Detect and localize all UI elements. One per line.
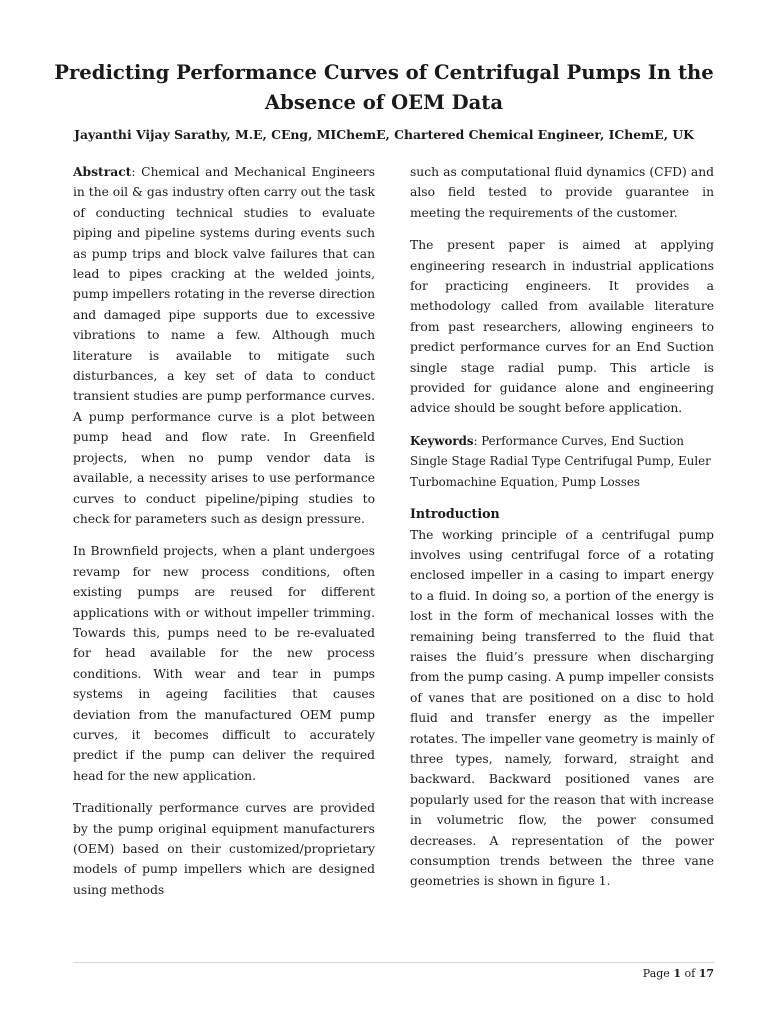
abstract-paragraph <box>73 162 375 529</box>
keywords-paragraph <box>410 431 714 492</box>
keywords-label: Keywords <box>410 433 474 448</box>
brownfield-paragraph: In Brownfield projects, when a plant undergoes revamp for new process conditions, often existing pumps are reused for different applications with or without impeller trimming. Towards this, pumps need to be re-evaluated for head available for the new process conditions. With wear and tear in pumps systems in ageing facilities that causes deviation from the manufactured OEM pump curves, it becomes difficult to accurately predict if the pump can deliver the required head for the new application. <box>73 544 375 783</box>
footer-divider <box>73 962 714 963</box>
page-number: 1 <box>673 967 681 980</box>
abstract-text: : Chemical and Mechanical Engineers in the oil & gas industry often carry out the task of conducting technical studies to evaluate piping and pipeline systems during events such as pump trips and block valve failures that can lead to pipes cracking at the welded joints, pump impellers rotating in the reverse direction and damaged pipe supports due to excessive vibrations to name a few. Although much literature is available to mitigate such disturbances, a key set of data to conduct transient studies are pump performance curves. A pump performance curve is a plot between pump head and flow rate. In Greenfield projects, when no pump vendor data is available, a necessity arises to use performance curves to conduct pipeline/piping studies to check for parameters such as design pressure. <box>73 165 375 526</box>
introduction-heading: Introduction <box>410 506 500 522</box>
keywords-text: : Performance Curves, End Suction Single Stage Radial Type Centrifugal Pump, Euler Turbomachine Equation, Pump Losses <box>410 433 711 489</box>
page-title: Predicting Performance Curves of Centrifugal Pumps In the Absence of OEM Data <box>54 61 714 114</box>
right-column <box>410 162 714 892</box>
cfd-paragraph: such as computational fluid dynamics (CFD) and also field tested to provide guarantee in meeting the requirements of the customer. <box>410 165 714 220</box>
total-pages: 17 <box>698 967 714 980</box>
aim-paragraph: The present paper is aimed at applying engineering research in industrial applications for practicing engineers. It provides a methodology called from available literature from past researchers, allowing engineers to predict performance curves for an End Suction single stage radial pump. This article is provided for guidance alone and engineering advice should be sought before application. <box>410 238 714 416</box>
abstract-label: Abstract <box>73 164 132 179</box>
left-column <box>73 162 375 900</box>
oem-paragraph: Traditionally performance curves are provided by the pump original equipment manufacturers (OEM) based on their customized/proprietary models of pump impellers which are designed using methods <box>73 801 375 897</box>
author-line: Jayanthi Vijay Sarathy, M.E, CEng, MIChemE, Chartered Chemical Engineer, IChemE, UK <box>74 127 694 142</box>
of-word: of <box>684 967 696 980</box>
introduction-paragraph: The working principle of a centrifugal pump involves using centrifugal force of a rotating enclosed impeller in a casing to impart energy to a fluid. In doing so, a portion of the energy is lost in the form of mechanical losses with the remaining being transferred to the fluid that raises the fluid’s pressure when discharging from the pump casing. A pump impeller consists of vanes that are positioned on a disc to hold fluid and transfer energy as the impeller rotates. The impeller vane geometry is mainly of three types, namely, forward, straight and backward. Backward positioned vanes are popularly used for the reason that with increase in volumetric flow, the power consumed decreases. A representation of the power consumption trends between the three vane geometries is shown in figure 1. <box>410 527 714 889</box>
page-word: Page <box>642 967 670 980</box>
page-footer <box>643 966 714 982</box>
